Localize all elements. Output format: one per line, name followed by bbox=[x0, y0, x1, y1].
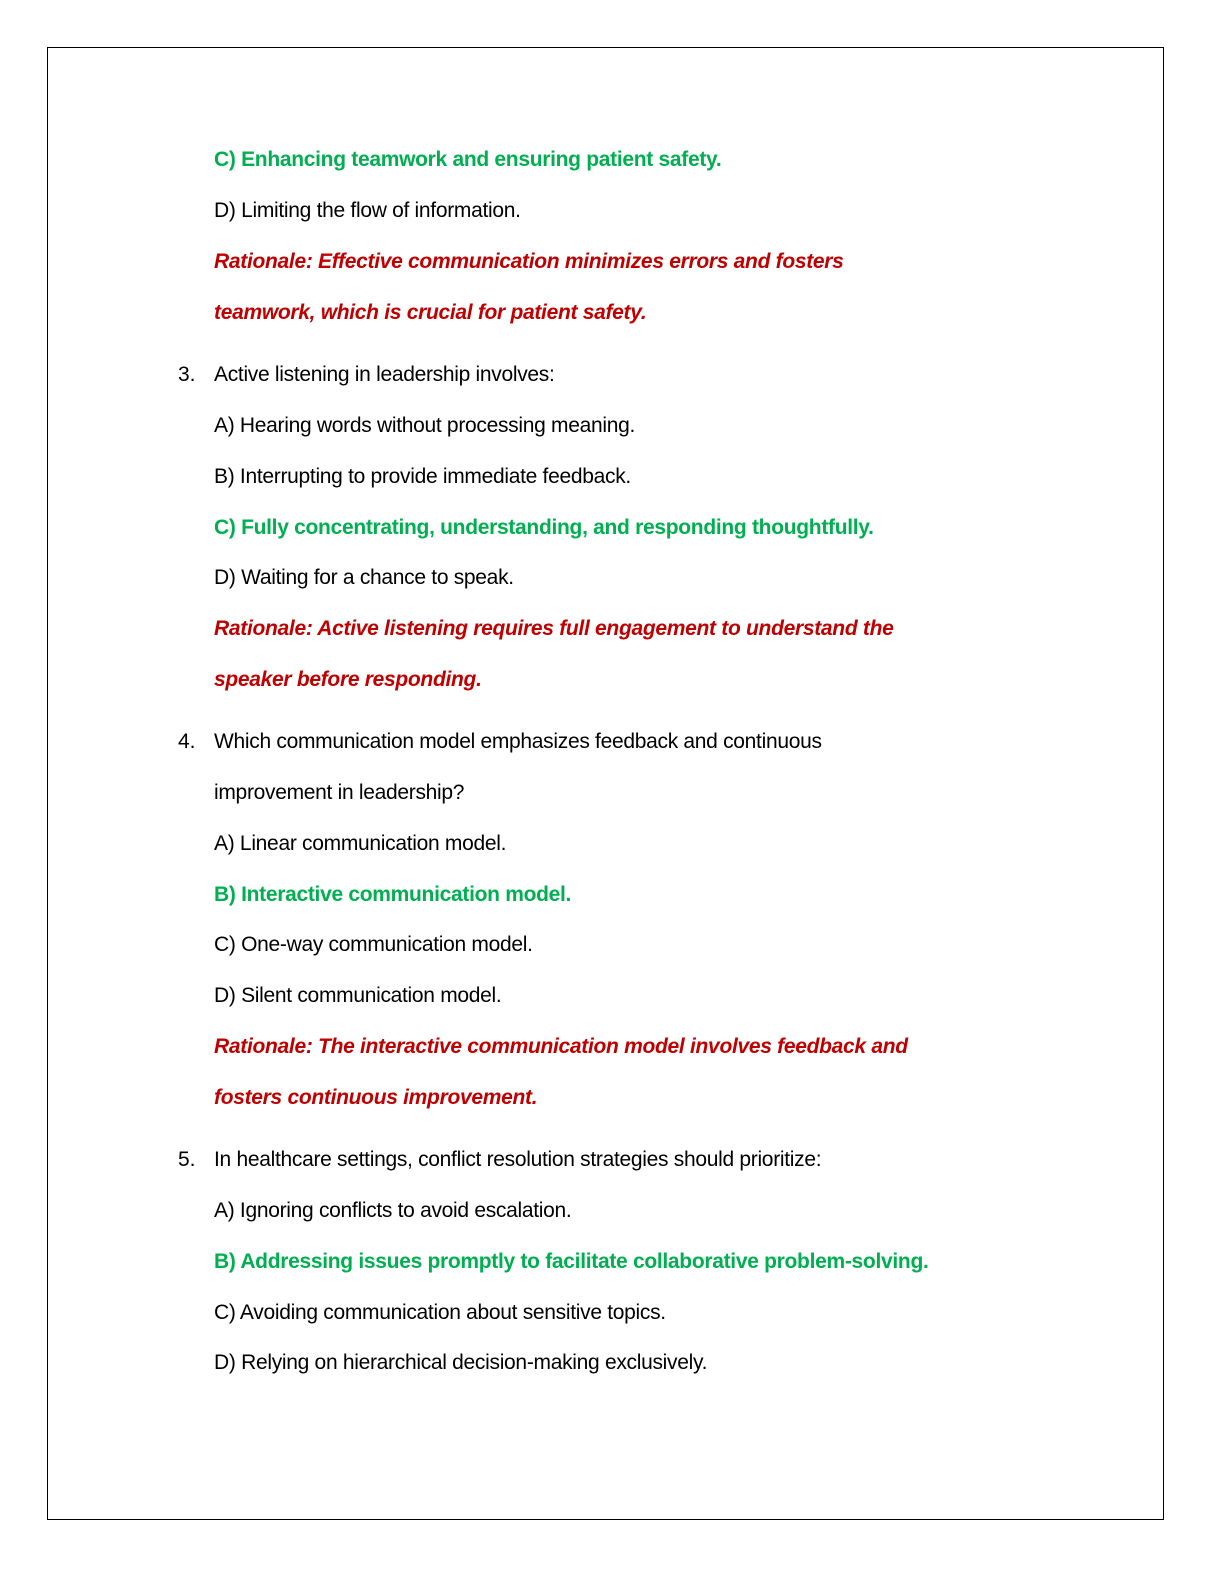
q2-rationale-line-2: teamwork, which is crucial for patient safety. bbox=[214, 301, 647, 324]
q3-number: 3. bbox=[178, 363, 196, 386]
q2-rationale-line-1: Rationale: Effective communication minimizes errors and fosters bbox=[214, 250, 844, 273]
q4-question-line-1: Which communication model emphasizes feedback and continuous bbox=[214, 730, 822, 753]
q5-option-d: D) Relying on hierarchical decision-making exclusively. bbox=[214, 1351, 708, 1374]
q4-question-line-2: improvement in leadership? bbox=[214, 781, 465, 804]
q4-option-b-correct: B) Interactive communication model. bbox=[214, 883, 572, 906]
q4-rationale-line-2: fosters continuous improvement. bbox=[214, 1086, 538, 1109]
q5-question: In healthcare settings, conflict resolution strategies should prioritize: bbox=[214, 1148, 822, 1171]
q3-question: Active listening in leadership involves: bbox=[214, 363, 555, 386]
q3-rationale-line-2: speaker before responding. bbox=[214, 668, 482, 691]
q4-rationale-line-1: Rationale: The interactive communication model involves feedback and bbox=[214, 1035, 908, 1058]
q4-number: 4. bbox=[178, 730, 196, 753]
q3-rationale-line-1: Rationale: Active listening requires full engagement to understand the bbox=[214, 617, 894, 640]
q5-option-a: A) Ignoring conflicts to avoid escalation. bbox=[214, 1199, 572, 1222]
q3-option-a: A) Hearing words without processing meaning. bbox=[214, 414, 636, 437]
q4-option-d: D) Silent communication model. bbox=[214, 984, 502, 1007]
q5-option-b-correct: B) Addressing issues promptly to facilitate collaborative problem-solving. bbox=[214, 1250, 929, 1273]
q2-option-d: D) Limiting the flow of information. bbox=[214, 199, 521, 222]
q3-option-d: D) Waiting for a chance to speak. bbox=[214, 566, 514, 589]
q5-number: 5. bbox=[178, 1148, 196, 1171]
q4-option-a: A) Linear communication model. bbox=[214, 832, 507, 855]
q4-option-c: C) One-way communication model. bbox=[214, 933, 533, 956]
q5-option-c: C) Avoiding communication about sensitive topics. bbox=[214, 1301, 666, 1324]
q3-option-b: B) Interrupting to provide immediate feedback. bbox=[214, 465, 631, 488]
q3-option-c-correct: C) Fully concentrating, understanding, and responding thoughtfully. bbox=[214, 516, 874, 539]
q2-option-c-correct: C) Enhancing teamwork and ensuring patient safety. bbox=[214, 148, 722, 171]
